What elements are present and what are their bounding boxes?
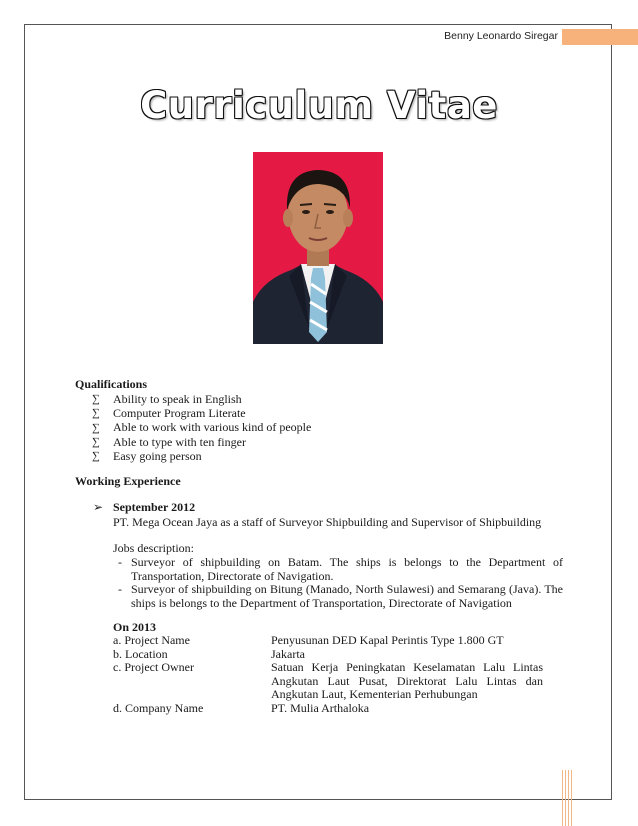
project-row-label: a. Project Name [113,633,190,647]
dash-bullet: - [118,582,122,596]
bullet-glyph: ∑ [92,407,100,420]
list-item [92,421,311,435]
list-item [92,392,311,406]
job-description-text: Surveyor of shipbuilding on Batam. The ships is belongs to the Department of Transportation, Directorate of Navigation. [131,555,563,583]
project-row-value: PT. Mulia Arthaloka [271,700,370,715]
qualification-text: Easy going person [113,448,202,463]
qualification-text: Computer Program Literate [113,405,246,420]
working-experience-heading: Working Experience [75,474,181,488]
project-row [113,648,543,662]
job-description-text: Surveyor of shipbuilding on Bitung (Manado, North Sulawesi) and Semarang (Java). The ships is belongs to the Department of Transportation, Directorate of Navigation [131,582,563,610]
qualifications-list [92,392,311,463]
job-entry [93,500,573,529]
bullet-glyph: ∑ [92,450,100,463]
bullet-glyph: ∑ [92,393,100,406]
qualification-text: Ability to speak in English [113,391,242,406]
qualification-text: Able to work with various kind of people [113,420,312,435]
project-block [113,620,543,715]
job-date: September 2012 [113,500,196,514]
arrow-bullet-icon: ➢ [93,500,104,514]
list-item [92,449,311,463]
header-accent-bar [562,29,638,44]
dash-bullet: - [118,555,122,569]
job-company: PT. Mega Ocean Jaya as a staff of Surveyor Shipbuilding and Supervisor of Shipbuilding [113,515,542,529]
job-date-row [93,500,573,515]
page-title: Curriculum Vitae [140,84,498,127]
bullet-glyph: ∑ [92,421,100,434]
jobs-description-label: Jobs description: [113,541,194,555]
project-row-label: b. Location [113,646,168,661]
header-name: Benny Leonardo Siregar [444,30,558,42]
project-row [113,661,543,702]
bullet-glyph: ∑ [92,436,100,449]
job-description-item [118,555,563,583]
job-description-item [118,582,563,610]
qualifications-heading: Qualifications [75,377,148,391]
project-row-value: Penyusunan DED Kapal Perintis Type 1.800 GT [271,633,504,647]
footer-decoration [562,770,572,826]
project-row-value: Satuan Kerja Peningkatan Keselamatan Lalu Lintas Angkutan Laut Pusat, Direktorat Lalu Lintas dan Angkutan Laut, Kementerian Perhubungan [271,660,543,701]
project-row [113,634,543,648]
list-item [92,435,311,449]
header-accent-line [562,44,638,45]
qualification-text: Able to type with ten finger [113,434,246,449]
project-row-label: d. Company Name [113,700,204,715]
list-item [92,406,311,420]
project-row [113,702,543,716]
project-row-value: Jakarta [271,646,305,661]
project-year-heading: On 2013 [113,620,157,634]
profile-photo [253,152,383,344]
project-row-label: c. Project Owner [113,660,194,674]
